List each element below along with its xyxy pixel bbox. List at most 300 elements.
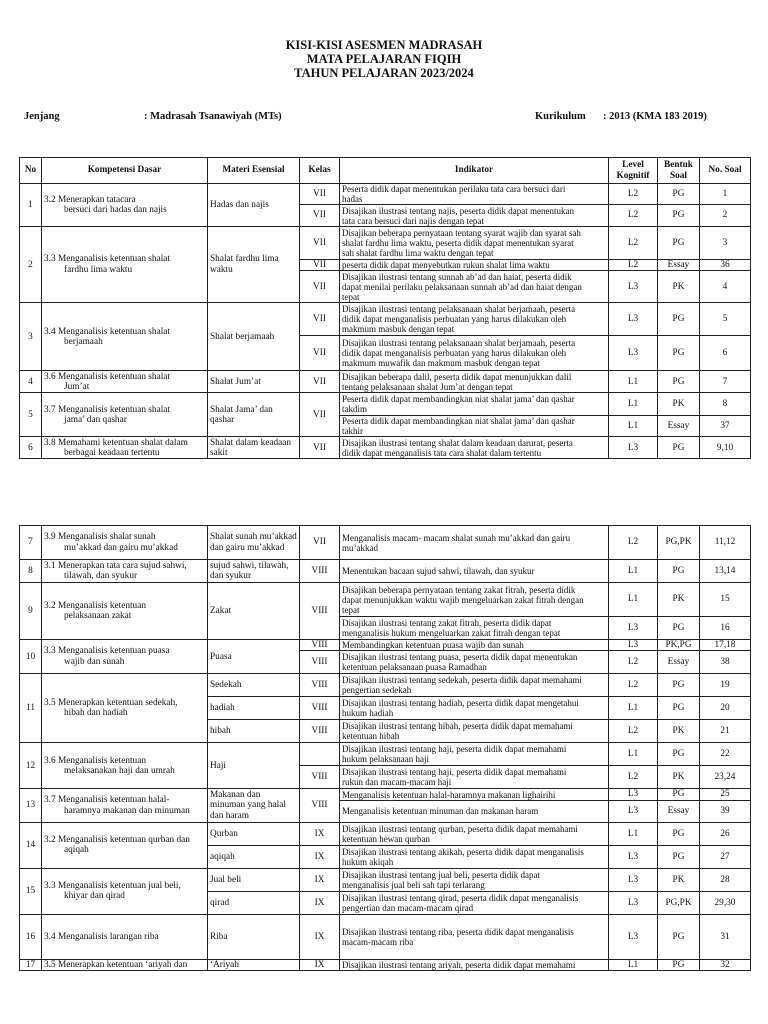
- nomor-soal: 27: [700, 845, 751, 868]
- nomor-soal: 29,30: [700, 891, 751, 914]
- kelas: VII: [300, 393, 340, 437]
- kd-line: khiyar dan qirad: [64, 891, 125, 902]
- nomor-soal: 8: [700, 393, 751, 416]
- indikator-line: macam-macam riba: [342, 936, 414, 947]
- kompetensi-dasar: [42, 393, 208, 437]
- materi-esensial: Shalat fardhu lima waktu: [208, 227, 300, 303]
- level-kognitif: L2: [609, 526, 658, 560]
- level-kognitif: L2: [609, 674, 658, 697]
- kompetensi-dasar: [42, 640, 208, 674]
- indikator: [340, 697, 609, 720]
- table-row: [20, 583, 751, 617]
- nomor-soal: 4: [700, 271, 751, 303]
- kompetensi-dasar: [42, 583, 208, 640]
- nomor-soal: 11,12: [700, 526, 751, 560]
- materi-esensial: Shalat berjamaah: [208, 303, 300, 371]
- level-kognitif: L2: [609, 766, 658, 789]
- row-number: 14: [20, 822, 42, 868]
- level-kognitif: L2: [609, 227, 658, 260]
- indikator-line: Disajikan beberapa pernyataan tentang syarat wajib dan syarat sah: [342, 228, 581, 238]
- indikator: [340, 822, 609, 845]
- nomor-soal: 22: [700, 743, 751, 766]
- indikator: [340, 416, 609, 437]
- level-kognitif: L2: [609, 651, 658, 674]
- indikator: [340, 674, 609, 697]
- nomor-soal: 37: [700, 416, 751, 437]
- kompetensi-dasar: [42, 184, 208, 227]
- materi-esensial: Hadas dan najis: [208, 184, 300, 227]
- kelas: VII: [300, 303, 340, 336]
- nomor-soal: 6: [700, 336, 751, 371]
- indikator-line: ketentuan hewan qurban: [342, 833, 430, 844]
- bentuk-soal: PG: [658, 336, 700, 371]
- bentuk-soal: PK: [658, 868, 700, 891]
- bentuk-soal: PG: [658, 303, 700, 336]
- nomor-soal: 1: [700, 184, 751, 205]
- indikator-line: hukum akiqah: [342, 856, 394, 867]
- kd-line: fardhu lima waktu: [64, 264, 133, 275]
- materi-esensial: Shalat dalam keadaan sakit: [208, 437, 300, 459]
- indikator: [340, 800, 609, 822]
- indikator-line: didik dapat menganalisis tata cara shalat dalam tertentu: [342, 447, 542, 458]
- level-kognitif: L3: [609, 271, 658, 303]
- col-header-kompetensi-dasar: Kompetensi Dasar: [42, 158, 208, 184]
- kelas: IX: [300, 959, 340, 970]
- nomor-soal: 19: [700, 674, 751, 697]
- bentuk-soal: PG: [658, 437, 700, 459]
- nomor-soal: 36: [700, 260, 751, 271]
- level-kognitif: L1: [609, 560, 658, 583]
- row-number: 16: [20, 914, 42, 959]
- indikator: [340, 845, 609, 868]
- indikator: [340, 891, 609, 914]
- col-header-level: Level Kognitif: [609, 158, 658, 184]
- table-row: [20, 868, 751, 891]
- table-row: [20, 914, 751, 959]
- nomor-soal: 13,14: [700, 560, 751, 583]
- level-kognitif: L2: [609, 184, 658, 205]
- header-year: TAHUN PELAJARAN 2023/2024: [294, 66, 474, 80]
- kompetensi-dasar: [42, 789, 208, 822]
- nomor-soal: 32: [700, 959, 751, 970]
- indikator-line: pengertian sedekah: [342, 685, 412, 696]
- kisi-kisi-table-1: [19, 157, 751, 459]
- kd-line: hibah dan hadiah: [64, 708, 128, 719]
- bentuk-soal: PG,PK: [658, 891, 700, 914]
- indikator-line: Disajikan beberapa pernyataan tentang zakat fitrah, peserta didik: [342, 584, 576, 595]
- col-header-bentuk: Bentuk Soal: [658, 158, 700, 184]
- bentuk-soal: PG: [658, 184, 700, 205]
- kelas: VII: [300, 336, 340, 371]
- bentuk-soal: Essay: [658, 651, 700, 674]
- indikator-line: Disajikan ilustrasi tentang haji, peserta didik dapat memahami: [342, 767, 567, 778]
- bentuk-soal: PG: [658, 914, 700, 959]
- row-number: 3: [20, 303, 42, 371]
- kd-line: pelaksanaan zakat: [64, 611, 132, 621]
- document-header: [0, 38, 768, 80]
- indikator-line: peserta didik dapat menyebutkan rukun shalat lima waktu: [342, 260, 550, 271]
- kelas: VIII: [300, 674, 340, 697]
- nomor-soal: 16: [700, 617, 751, 640]
- bentuk-soal: PK: [658, 393, 700, 416]
- indikator: [340, 720, 609, 743]
- kd-line: 3.2 Menerapkan tatacara: [44, 194, 136, 205]
- kelas: VII: [300, 184, 340, 205]
- bentuk-soal: PG: [658, 617, 700, 640]
- indikator-line: Menganalisis ketentuan minuman dan makanan haram: [342, 806, 539, 817]
- kompetensi-dasar: [42, 868, 208, 914]
- row-number: 5: [20, 393, 42, 437]
- indikator-line: shalat fardhu lima waktu, peserta didik dapat menentukan syarat: [342, 238, 574, 248]
- nomor-soal: 3: [700, 227, 751, 260]
- kompetensi-dasar: [42, 914, 208, 959]
- kompetensi-dasar: [42, 437, 208, 459]
- indikator: [340, 336, 609, 371]
- kelas: IX: [300, 845, 340, 868]
- indikator: [340, 205, 609, 227]
- bentuk-soal: PK: [658, 766, 700, 789]
- table-row: [20, 184, 751, 205]
- indikator-line: Disajikan ilustrasi tentang jual beli, peserta didik dapat: [342, 869, 540, 880]
- indikator-line: Disajikan ilustrasi tentang najis, peserta didik dapat menentukan: [342, 205, 574, 216]
- kelas: VII: [300, 371, 340, 393]
- table-row: [20, 437, 751, 459]
- nomor-soal: 39: [700, 800, 751, 822]
- col-header-materi: Materi Esensial: [208, 158, 300, 184]
- nomor-soal: 5: [700, 303, 751, 336]
- bentuk-soal: PK,PG: [658, 640, 700, 651]
- col-header-indikator: Indikator: [340, 158, 609, 184]
- materi-esensial: ‘Ariyah: [208, 959, 300, 970]
- indikator: [340, 868, 609, 891]
- kelas: VIII: [300, 560, 340, 583]
- kelas: VII: [300, 437, 340, 459]
- table-row: [20, 674, 751, 697]
- indikator-line: Disajikan ilustrasi tentang hibah, peserta didik dapat memahami: [342, 721, 573, 732]
- row-number: 7: [20, 526, 42, 560]
- indikator-line: tepat: [342, 291, 360, 302]
- kelas: IX: [300, 868, 340, 891]
- indikator-line: rukun dan macam-macam haji: [342, 777, 452, 788]
- jenjang-value: : Madrasah Tsanawiyah (MTs): [144, 111, 282, 122]
- kd-line: mu’akkad dan gairu mu’akkad: [64, 542, 178, 553]
- level-kognitif: L3: [609, 303, 658, 336]
- indikator-line: Disajikan ilustrasi tentang qurban, peserta didik dapat memahami: [342, 823, 578, 834]
- row-number: 8: [20, 560, 42, 583]
- nomor-soal: 9,10: [700, 437, 751, 459]
- kurikulum-label: Kurikulum: [535, 111, 586, 122]
- materi-esensial: Shalat sunah mu’akkad dan gairu mu’akkad: [208, 526, 300, 560]
- kompetensi-dasar: [42, 959, 208, 970]
- indikator-line: Disajikan ilustrasi tentang sedekah, peserta didik dapat memahami: [342, 675, 582, 686]
- indikator-line: ketentuan pelaksanaan puasa Ramadhan: [342, 662, 487, 673]
- bentuk-soal: Essay: [658, 416, 700, 437]
- indikator-line: Disajikan ilustrasi tentang pelaksanaan shalat berjamaah, peserta: [342, 338, 576, 349]
- indikator-line: Disajikan ilustrasi tentang zakat fitrah, peserta didik dapat: [342, 618, 552, 628]
- kelas: VII: [300, 526, 340, 560]
- bentuk-soal: Essay: [658, 260, 700, 271]
- indikator-line: Membandingkan ketentuan puasa wajib dan sunah: [342, 640, 524, 651]
- indikator-line: makmum masbuk dengan tepat: [342, 324, 455, 335]
- table-row: [20, 371, 751, 393]
- indikator: [340, 766, 609, 789]
- kd-line: 3.4 Menganalisis ketentuan shalat: [44, 326, 170, 337]
- nomor-soal: 25: [700, 789, 751, 800]
- nomor-soal: 23,24: [700, 766, 751, 789]
- kompetensi-dasar: [42, 526, 208, 560]
- indikator-line: dapat menilai perilaku pelaksanaan sunnah ab’ad dan haiat dengan: [342, 281, 582, 292]
- indikator-line: hukum hadiah: [342, 708, 394, 719]
- row-number: 2: [20, 227, 42, 303]
- indikator-line: Disajikan ilustrasi tentang ariyah, peserta didik dapat memahami: [342, 960, 576, 971]
- materi-esensial: qirad: [208, 891, 300, 914]
- materi-esensial: aqiqah: [208, 845, 300, 868]
- kd-line: bersuci dari hadas dan najis: [64, 205, 167, 215]
- kd-line: 3.5 Menerapkan ketentuan sedekah,: [44, 698, 178, 708]
- nomor-soal: 21: [700, 720, 751, 743]
- level-kognitif: L1: [609, 583, 658, 617]
- indikator-line: menganalisis jual beli sah tapi terlarang: [342, 879, 485, 890]
- header-title: KISI-KISI ASESMEN MADRASAH: [285, 38, 483, 52]
- bentuk-soal: PK: [658, 583, 700, 617]
- kurikulum-value: : 2013 (KMA 183 2019): [603, 111, 707, 122]
- level-kognitif: L3: [609, 868, 658, 891]
- materi-esensial: Makanan dan minuman yang halal dan haram: [208, 789, 300, 822]
- materi-esensial: sujud sahwi, tilawah, dan syukur: [208, 560, 300, 583]
- table-row: [20, 393, 751, 416]
- kd-line: Jum’at: [64, 381, 90, 392]
- level-kognitif: L1: [609, 416, 658, 437]
- bentuk-soal: PG: [658, 959, 700, 970]
- kd-line: 3.3 Menganalisis ketentuan puasa: [44, 646, 170, 657]
- materi-esensial: Shalat Jum’at: [208, 371, 300, 393]
- indikator-line: tata cara bersuci dari najis dengan tepat: [342, 215, 484, 226]
- level-kognitif: L2: [609, 205, 658, 227]
- indikator-line: tentang pelaksanaan shalat Jum’at dengan tepat: [342, 381, 513, 392]
- indikator-line: Disajikan ilustrasi tentang hadiah, peserta didik dapat mengetahui: [342, 698, 579, 709]
- indikator-line: dapat menunjukkan waktu wajib mengeluarkan zakat fitrah dengan: [342, 594, 584, 605]
- nomor-soal: 15: [700, 583, 751, 617]
- indikator: [340, 914, 609, 959]
- indikator-line: Disajikan ilustrasi tentang haji, peserta didik dapat memahami: [342, 744, 567, 755]
- kd-line: 3.4 Menganalisis larangan riba: [44, 931, 159, 942]
- nomor-soal: 7: [700, 371, 751, 393]
- row-number: 10: [20, 640, 42, 674]
- indikator: [340, 260, 609, 271]
- indikator-line: pengertian dan macam-macam qirad: [342, 902, 474, 913]
- row-number: 12: [20, 743, 42, 789]
- kisi-kisi-table-2: [19, 525, 751, 971]
- kelas: VIII: [300, 720, 340, 743]
- kompetensi-dasar: [42, 227, 208, 303]
- kd-line: melaksanakan haji dan umrah: [64, 765, 175, 776]
- indikator: [340, 526, 609, 560]
- jenjang-label: Jenjang: [24, 111, 60, 122]
- kompetensi-dasar: [42, 743, 208, 789]
- indikator: [340, 560, 609, 583]
- materi-esensial: Jual beli: [208, 868, 300, 891]
- nomor-soal: 26: [700, 822, 751, 845]
- bentuk-soal: PG: [658, 227, 700, 260]
- indikator-line: Disajikan ilustrasi tentang pelaksanaan shalat berjamaah, peserta: [342, 304, 576, 315]
- kd-line: 3.7 Menganalisis ketentuan halal-: [44, 795, 170, 806]
- table-row: [20, 640, 751, 651]
- indikator: [340, 437, 609, 459]
- indikator-line: Disajikan ilustrasi tentang shalat dalam keadaan darurat, peserta: [342, 437, 573, 448]
- kompetensi-dasar: [42, 560, 208, 583]
- level-kognitif: L3: [609, 891, 658, 914]
- indikator-line: ketentuan hibah: [342, 731, 400, 742]
- level-kognitif: L2: [609, 720, 658, 743]
- indikator: [340, 743, 609, 766]
- indikator: [340, 371, 609, 393]
- kd-line: 3.6 Menganalisis ketentuan shalat: [44, 371, 170, 382]
- nomor-soal: 31: [700, 914, 751, 959]
- table-row: [20, 743, 751, 766]
- bentuk-soal: PG: [658, 371, 700, 393]
- bentuk-soal: PK: [658, 720, 700, 743]
- nomor-soal: 17,18: [700, 640, 751, 651]
- level-kognitif: L3: [609, 336, 658, 371]
- nomor-soal: 28: [700, 868, 751, 891]
- nomor-soal: 2: [700, 205, 751, 227]
- indikator: [340, 303, 609, 336]
- kelas: VIII: [300, 789, 340, 822]
- kelas: VIII: [300, 583, 340, 640]
- kd-line: 3.5 Menerapkan ketentuan ‘ariyah dan: [44, 959, 188, 970]
- table-row: [20, 303, 751, 336]
- materi-esensial: Zakat: [208, 583, 300, 640]
- kd-line: aqiqah: [64, 845, 89, 856]
- kelas: VIII: [300, 697, 340, 720]
- table-row: [20, 560, 751, 583]
- kelas: IX: [300, 914, 340, 959]
- indikator: [340, 184, 609, 205]
- indikator: [340, 271, 609, 303]
- header-subject: MATA PELAJARAN FIQIH: [306, 52, 462, 66]
- bentuk-soal: Essay: [658, 800, 700, 822]
- materi-esensial: Sedekah: [208, 674, 300, 697]
- bentuk-soal: PG,PK: [658, 526, 700, 560]
- indikator-line: Peserta didik dapat menentukan perilaku tata cara bersuci dari: [342, 184, 566, 194]
- level-kognitif: L1: [609, 393, 658, 416]
- level-kognitif: L3: [609, 617, 658, 640]
- indikator: [340, 651, 609, 674]
- indikator-line: makmum muwafik dan makmum masbuk dengan tepat: [342, 358, 540, 369]
- materi-esensial: Haji: [208, 743, 300, 789]
- bentuk-soal: PG: [658, 560, 700, 583]
- indikator: [340, 959, 609, 970]
- row-number: 9: [20, 583, 42, 640]
- materi-esensial: Puasa: [208, 640, 300, 674]
- level-kognitif: L3: [609, 914, 658, 959]
- level-kognitif: L1: [609, 697, 658, 720]
- materi-esensial: hibah: [208, 720, 300, 743]
- level-kognitif: L3: [609, 437, 658, 459]
- kelas: VIII: [300, 651, 340, 674]
- col-header-no-soal: No. Soal: [700, 158, 751, 184]
- indikator-line: Menganalisis ketentuan halal-haramnya makanan lighairihi: [342, 789, 556, 800]
- bentuk-soal: PG: [658, 674, 700, 697]
- bentuk-soal: PG: [658, 789, 700, 800]
- bentuk-soal: PG: [658, 697, 700, 720]
- table-row: [20, 789, 751, 800]
- kelas: [300, 743, 340, 766]
- indikator-line: tepat: [342, 604, 360, 615]
- indikator-line: Disajikan ilustrasi tentang puasa, peserta didik dapat menentukan: [342, 652, 578, 663]
- materi-esensial: Riba: [208, 914, 300, 959]
- kd-line: 3.7 Menganalisis ketentuan shalat: [44, 404, 170, 415]
- indikator-line: Menganalisis macam- macam shalat sunah mu’akkad dan gairu: [342, 532, 571, 543]
- kelas: VII: [300, 205, 340, 227]
- kelas: VII: [300, 260, 340, 271]
- kompetensi-dasar: [42, 303, 208, 371]
- indikator-line: didik dapat menganalisis perbuatan yang harus dilakukan oleh: [342, 348, 567, 359]
- indikator-line: hadas: [342, 194, 363, 204]
- indikator-line: sah shalat fardhu lima waktu dengan tepat: [342, 248, 494, 258]
- kompetensi-dasar: [42, 371, 208, 393]
- row-number: 1: [20, 184, 42, 227]
- indikator-line: Peserta didik dapat membandingkan niat shalat jama’ dan qashar: [342, 416, 575, 427]
- indikator: [340, 393, 609, 416]
- row-number: 13: [20, 789, 42, 822]
- kd-line: 3.3 Menganalisis ketentuan shalat: [44, 254, 170, 265]
- kd-line: berbagai keadaan tertentu: [64, 447, 160, 458]
- indikator-line: Disajikan ilustrasi tentang sunnah ab’ad dan haiat, peserta didik: [342, 271, 572, 282]
- kd-line: haramnya makanan dan minuman: [64, 805, 190, 816]
- table-row: [20, 822, 751, 845]
- indikator-line: didik dapat menganalisis perbuatan yang harus dilakukan oleh: [342, 314, 567, 325]
- level-kognitif: L3: [609, 640, 658, 651]
- table-header-row: [20, 158, 751, 184]
- kompetensi-dasar: [42, 822, 208, 868]
- kd-line: 3.9 Menganalisis shalat sunah: [44, 532, 156, 543]
- kelas: VIII: [300, 766, 340, 789]
- indikator-line: hukum pelaksanaan haji: [342, 754, 429, 765]
- row-number: 15: [20, 868, 42, 914]
- indikator-line: mu’akkad: [342, 542, 378, 553]
- indikator-line: menganalisis hukum mengeluarkan zakat fitrah dengan tepat: [342, 628, 561, 638]
- materi-esensial: Shalat Jama’ dan qashar: [208, 393, 300, 437]
- materi-esensial: hadiah: [208, 697, 300, 720]
- kd-line: 3.1 Menerapkan tata cara sujud sahwi,: [44, 560, 187, 571]
- kd-line: 3.8 Memahami ketentuan shalat dalam: [44, 437, 188, 448]
- level-kognitif: L1: [609, 371, 658, 393]
- indikator-line: Disajikan ilustrasi tentang akikah, peserta didik dapat menganalisis: [342, 846, 584, 857]
- indikator: [340, 789, 609, 800]
- row-number: 17: [20, 959, 42, 970]
- level-kognitif: L3: [609, 789, 658, 800]
- kompetensi-dasar: [42, 674, 208, 743]
- materi-esensial: Qurban: [208, 822, 300, 845]
- level-kognitif: L2: [609, 260, 658, 271]
- kd-line: 3.2 Menganalisis ketentuan qurban dan: [44, 834, 190, 845]
- indikator-line: Peserta didik dapat membandingkan niat shalat jama’ dan qashar: [342, 394, 575, 405]
- bentuk-soal: PG: [658, 822, 700, 845]
- indikator: [340, 617, 609, 640]
- kelas: IX: [300, 891, 340, 914]
- table-row: [20, 959, 751, 970]
- kd-line: wajib dan sunah: [64, 656, 125, 667]
- bentuk-soal: PG: [658, 743, 700, 766]
- indikator-line: Disajikan ilustrasi tentang qirad, peserta didik dapat menganalisis: [342, 892, 579, 903]
- table-row: [20, 526, 751, 560]
- kd-line: 3.6 Menganalisis ketentuan: [44, 755, 146, 766]
- nomor-soal: 20: [700, 697, 751, 720]
- level-kognitif: L3: [609, 800, 658, 822]
- indikator: [340, 583, 609, 617]
- kelas: VIII: [300, 640, 340, 651]
